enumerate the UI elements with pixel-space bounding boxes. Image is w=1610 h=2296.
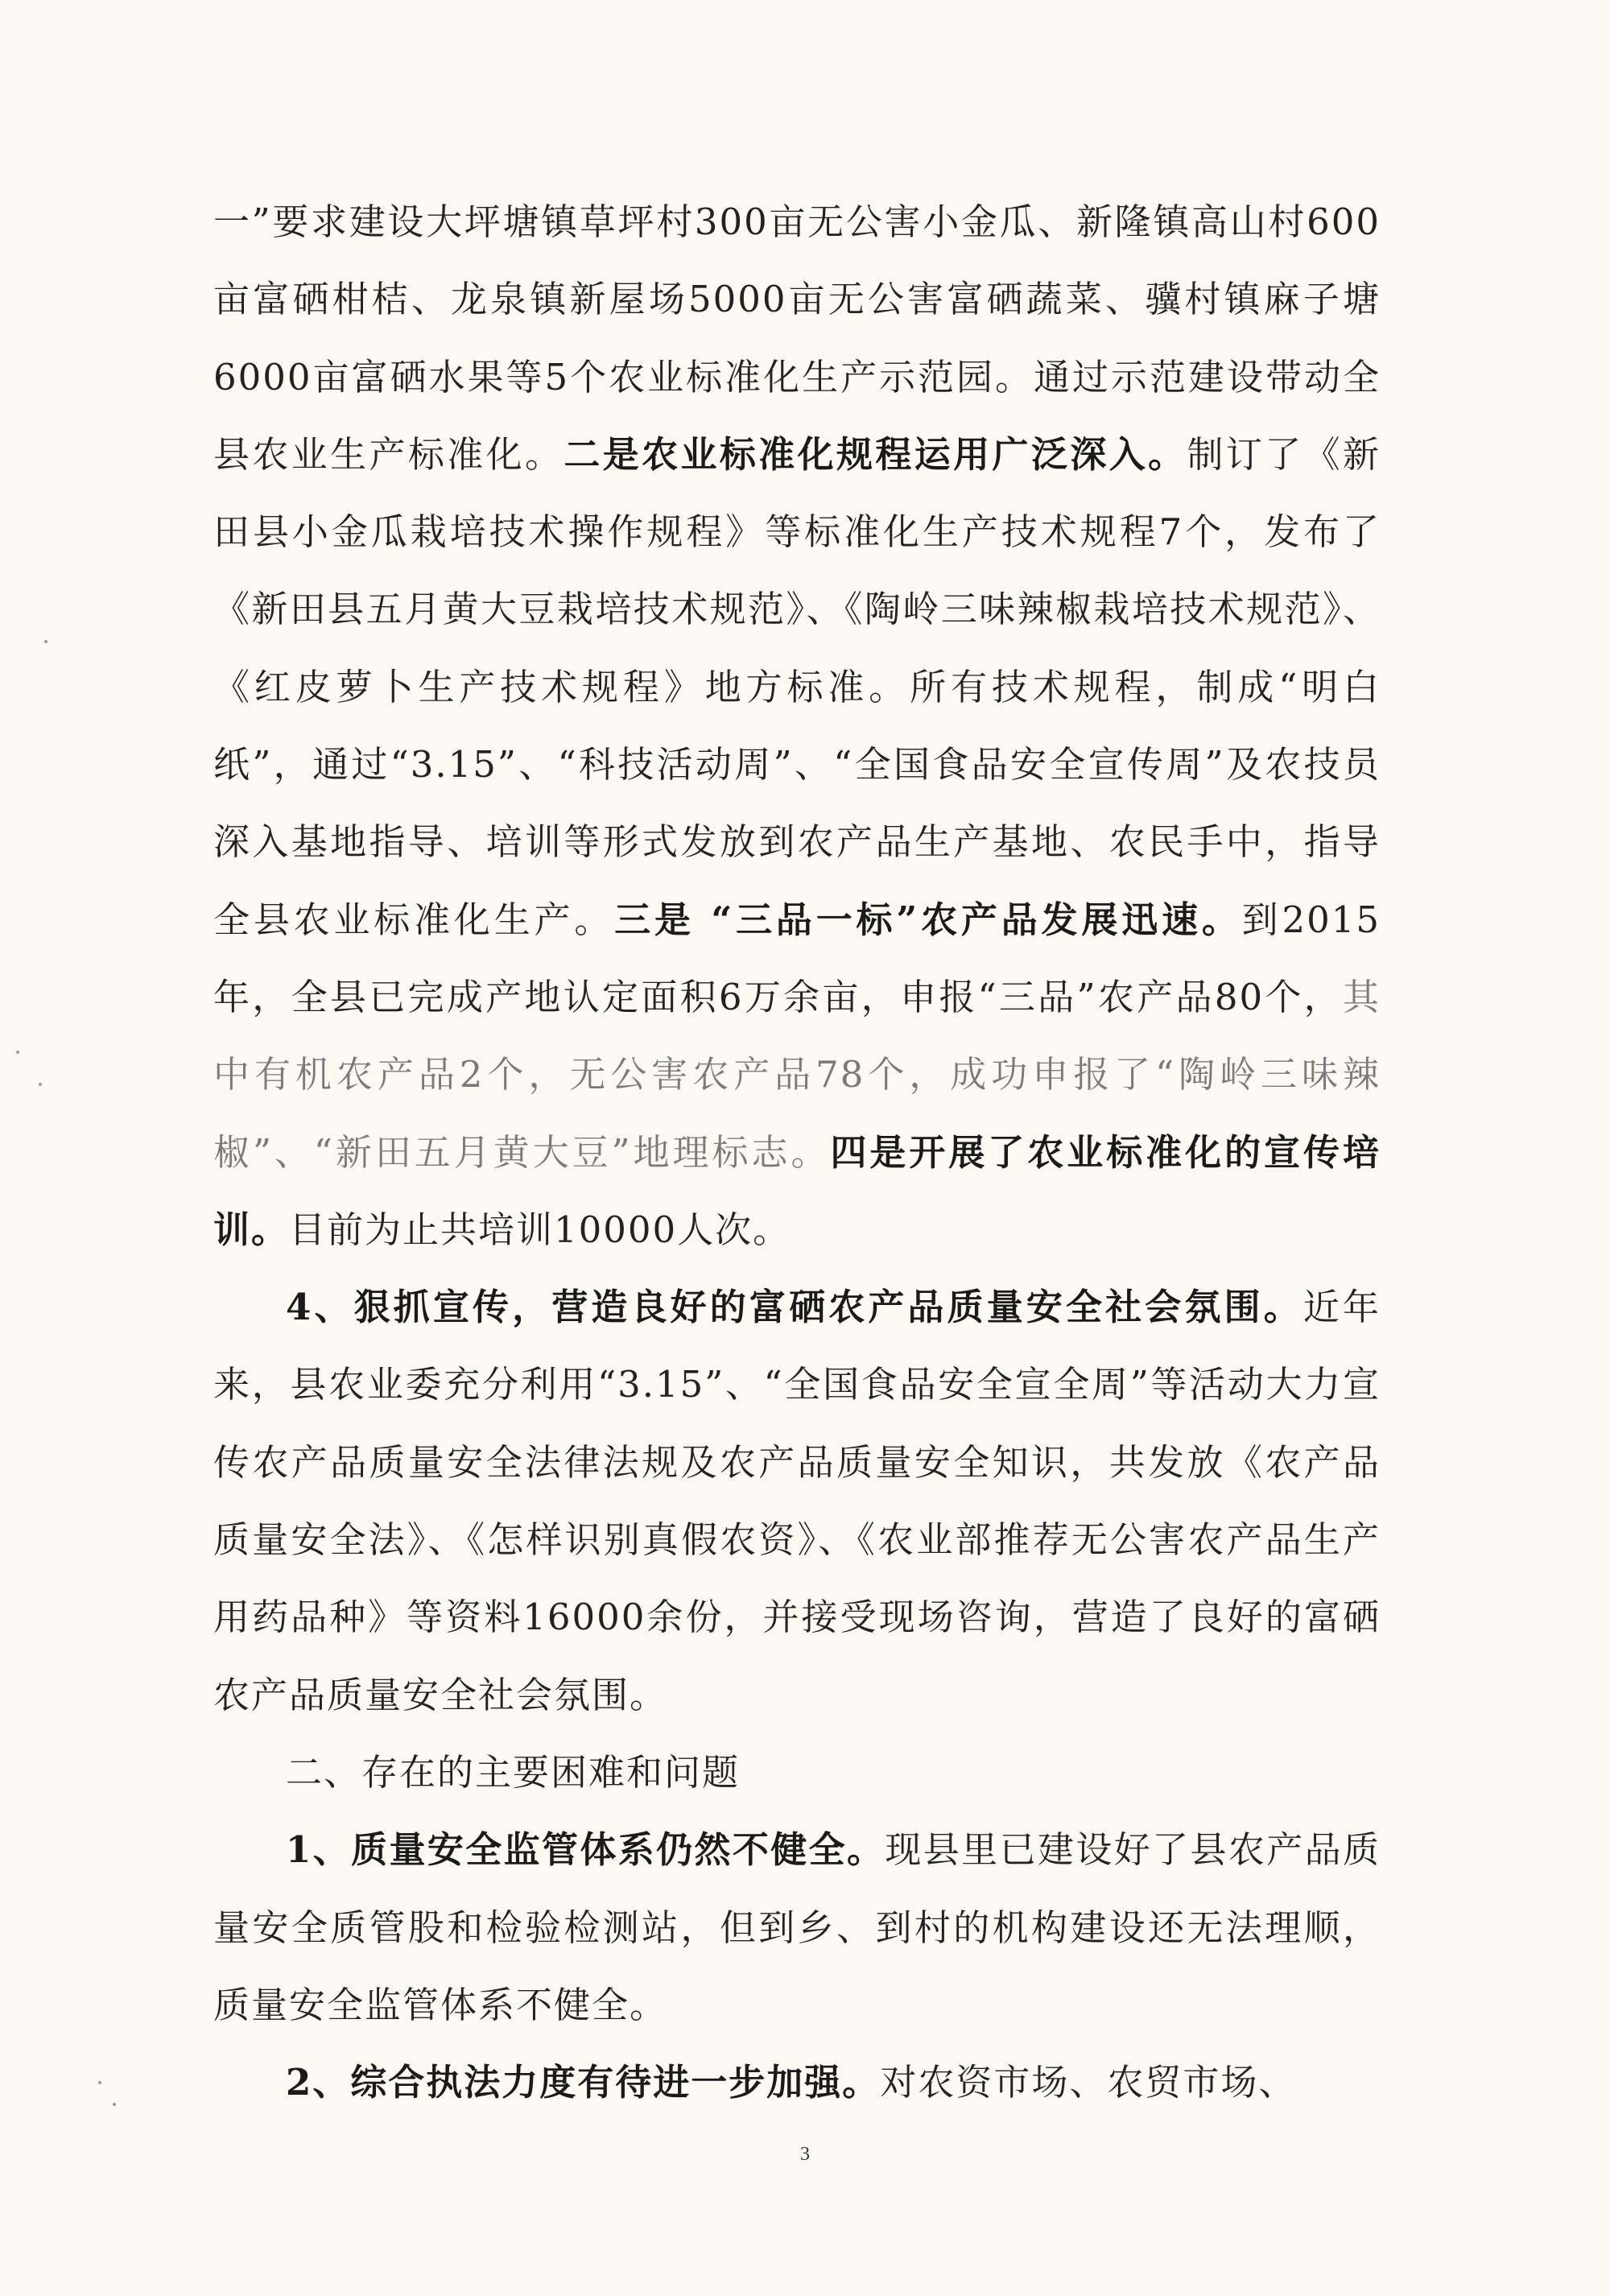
paragraph-demonstration-standardization: [213, 184, 1381, 1269]
scan-speck: [16, 1051, 19, 1054]
bold-lead-point-three: 三是 “三品一标”农产品发展迅速。: [614, 898, 1242, 941]
text-run: 对农资市场、农贸市场、: [880, 2061, 1297, 2104]
text-run: 现县里已建设好了县农产品质量安全质管股和检验检测站，但到乡、到村的机构建设还无法理顺，质量安全监管体系不健全。: [213, 1828, 1381, 2026]
bold-lead-point-two: 二是农业标准化规程运用广泛深入。: [564, 432, 1187, 476]
scan-speck: [98, 2081, 101, 2084]
text-run: 制订了《新田县小金瓜栽培技术操作规程》等标准化生产技术规程7个，发布了《新田县五月黄大豆栽培技术规范》、《陶岭三味辣椒栽培技术规范》、《红皮萝卜生产技术规程》地方标准。所有技术规程，制成“明白纸”，通过“3.15”、“科技活动周”、“全国食品安全宣传周”及农技员深入基地指导、培训等形式发放到农产品生产基地、农民手中，指导全县农业标准化生产。: [213, 432, 1381, 941]
text-run: 到2015年，全县已完成产地认定面积6万余亩，申报“三品”农产品80个，: [213, 898, 1381, 1018]
scan-speck: [113, 2103, 116, 2106]
text-run: 一”要求建设大坪塘镇草坪村300亩无公害小金瓜、新隆镇高山村600亩富硒柑桔、龙泉镇新屋场5000亩无公害富硒蔬菜、骥村镇麻子塘6000亩富硒水果等5个农业标准化生产示范园。通过示范建设带动全县农业生产标准化。: [213, 200, 1381, 476]
page-number: 3: [800, 2144, 810, 2165]
paragraph-publicity: [213, 1269, 1381, 1734]
paragraph-problem-1: [213, 1811, 1381, 2044]
problem-heading-2: 2、综合执法力度有待进一步加强。: [286, 2061, 881, 2104]
bold-lead-point-four: 四是开展了农业标准化的宣传培训。: [213, 1130, 1381, 1251]
problem-heading-1: 1、质量安全监管体系仍然不健全。: [286, 1828, 886, 1872]
section-title: 二、存在的主要困难和问题: [286, 1750, 741, 1794]
text-run: 近年来，县农业委充分利用“3.15”、“全国食品安全宣全周”等活动大力宣传农产品质量安全法律法规及农产品质量安全知识，共发放《农产品质量安全法》、《怎样识别真假农资》、《农业部推荐无公害农产品生产用药品种》等资料16000余份，并接受现场咨询，营造了良好的富硒农产品质量安全社会氛围。: [213, 1286, 1381, 1716]
document-body: [213, 184, 1381, 2121]
scan-speck: [44, 640, 47, 643]
text-run: 目前为止共培训10000人次。: [289, 1208, 791, 1251]
faint-text-run: 其中有机农产品2个，无公害农产品78个，成功申报了“陶岭三味辣椒”、“新田五月黄大豆”地理标志。: [213, 975, 1381, 1174]
scan-speck: [39, 1083, 42, 1086]
section-heading-problems: [213, 1734, 1381, 1811]
paragraph-problem-2: [213, 2044, 1381, 2121]
section-heading-4: 4、狠抓宣传，营造良好的富硒农产品质量安全社会氛围。: [286, 1286, 1303, 1329]
